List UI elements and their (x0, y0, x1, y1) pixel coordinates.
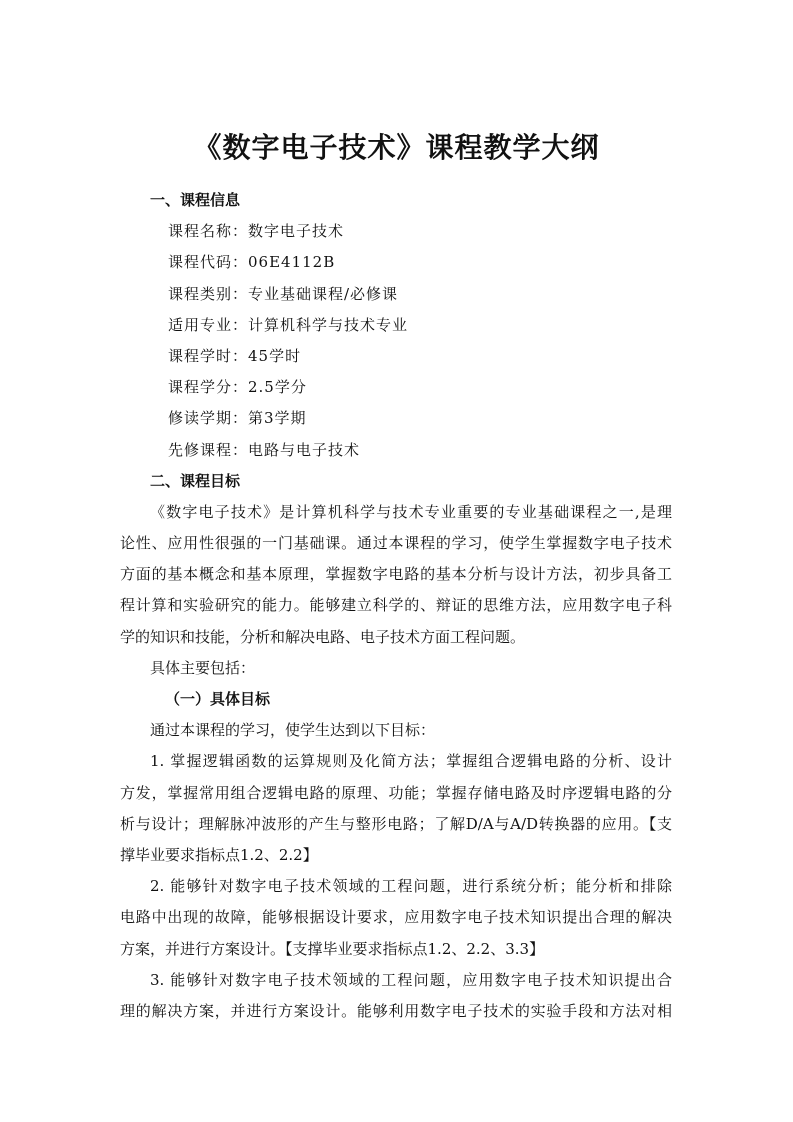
info-item: 课程类别：专业基础课程/必修课 (168, 284, 399, 303)
section-heading: 一、课程信息 (150, 191, 241, 209)
info-item: 先修课程：电路与电子技术 (168, 440, 361, 459)
subsection-heading: （一）具体目标 (165, 690, 271, 708)
section-heading: 二、课程目标 (150, 471, 241, 490)
paragraph-line: 具体主要包括： (150, 658, 256, 677)
info-item: 课程学时：45学时 (168, 346, 302, 365)
goal-line: 析与设计；理解脉冲波形的产生与整形电路；了解D/A与A/D转换器的应用。【支 (120, 814, 672, 833)
paragraph-line: 方面的基本概念和基本原理，掌握数字电路的基本分析与设计方法，初步具备工 (120, 565, 672, 584)
goal-line: 2. 能够针对数字电子技术领域的工程问题，进行系统分析；能分析和排除 (150, 877, 672, 896)
info-item: 课程名称：数字电子技术 (168, 222, 345, 241)
paragraph-line: 通过本课程的学习，使学生达到以下目标： (150, 721, 436, 740)
paragraph-line: 学的知识和技能，分析和解决电路、电子技术方面工程问题。 (120, 627, 526, 646)
paragraph-line: 论性、应用性很强的一门基础课。通过本课程的学习，使学生掌握数字电子技术 (120, 534, 672, 553)
info-item: 课程学分：2.5学分 (168, 378, 307, 397)
info-item: 适用专业：计算机科学与技术专业 (168, 315, 409, 334)
goal-line: 方发，掌握常用组合逻辑电路的原理、功能；掌握存储电路及时序逻辑电路的分 (120, 783, 672, 802)
info-item: 课程代码：06E4112B (168, 253, 336, 272)
paragraph-line: 《数字电子技术》是计算机科学与技术专业重要的专业基础课程之一,是理 (150, 502, 672, 521)
goal-line: 3. 能够针对数字电子技术领域的工程问题，应用数字电子技术知识提出合 (150, 970, 672, 989)
goal-line: 理的解决方案，并进行方案设计。能够利用数字电子技术的实验手段和方法对相 (120, 1001, 672, 1020)
goal-line: 1. 掌握逻辑函数的运算规则及化简方法；掌握组合逻辑电路的分析、设计 (150, 752, 672, 771)
goal-line: 撑毕业要求指标点1.2、2.2】 (120, 845, 318, 864)
goal-line: 电路中出现的故障，能够根据设计要求，应用数字电子技术知识提出合理的解决 (120, 908, 672, 927)
document-body (120, 185, 672, 1027)
paragraph-line: 程计算和实验研究的能力。能够建立科学的、辩证的思维方法，应用数字电子科 (120, 596, 672, 615)
document-title: 《数字电子技术》课程教学大纲 (193, 131, 600, 164)
info-item: 修读学期：第3学期 (168, 409, 307, 428)
goal-line: 方案，并进行方案设计。【支撑毕业要求指标点1.2、2.2、3.3】 (120, 939, 545, 958)
